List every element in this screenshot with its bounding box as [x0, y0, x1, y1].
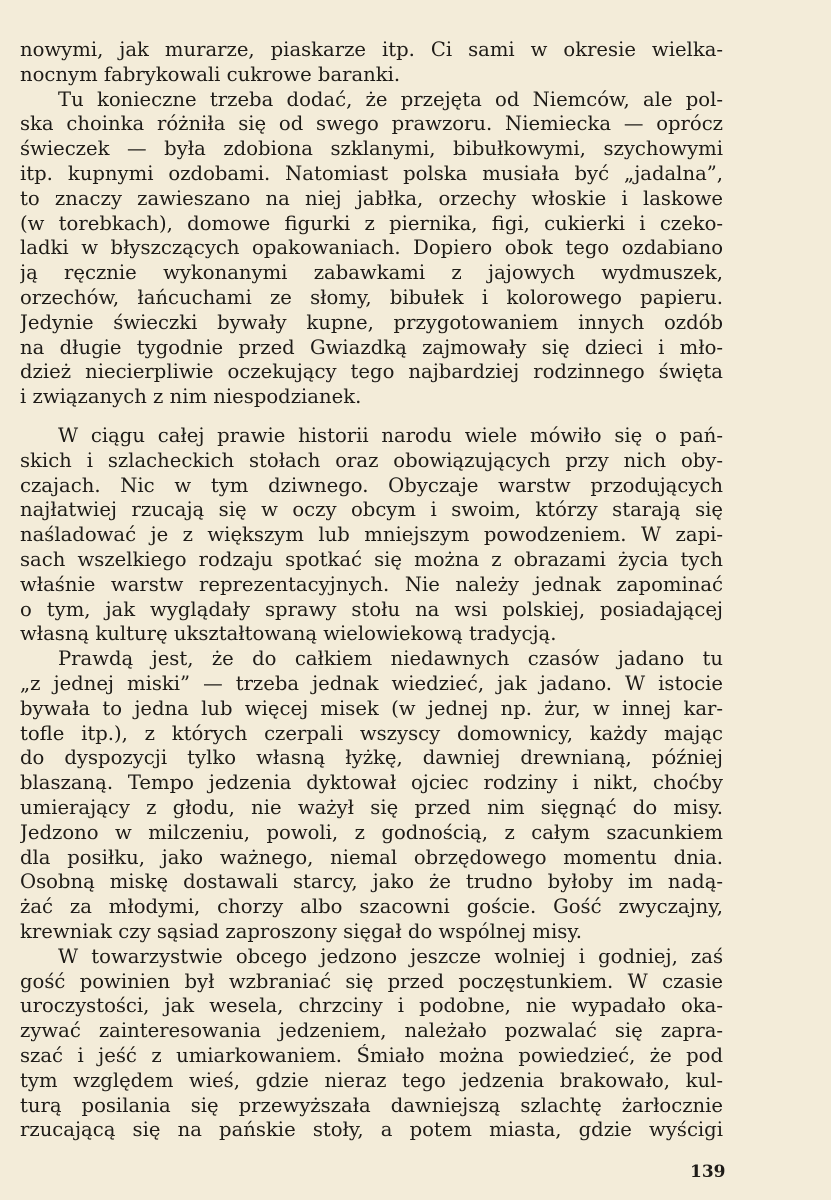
text-line: Osobną miskę dostawali starcy, jako że trudno byłoby im nadą-	[20, 870, 723, 894]
text-line: ska choinka różniła się od swego prawzoru. Niemiecka — oprócz	[20, 112, 723, 136]
text-line: dzież niecierpliwie oczekujący tego najbardziej rodzinnego święta	[20, 360, 723, 384]
text-line: własną kulturę ukształtowaną wielowiekową tradycją.	[20, 622, 557, 646]
text-line: umierający z głodu, nie ważył się przed nim sięgnąć do misy.	[20, 796, 723, 819]
text-line: turą posilania się przewyższała dawniejszą szlachtę żarłocznie	[20, 1093, 723, 1117]
text-line: Jedynie świeczki bywały kupne, przygotowaniem innych ozdób	[20, 310, 723, 334]
text-line: Tu konieczne trzeba dodać, że przejęta od Niemców, ale pol-	[58, 87, 723, 111]
text-line: to znaczy zawieszano na niej jabłka, orzechy włoskie i laskowe	[20, 186, 723, 210]
text-line: zywać zainteresowania jedzeniem, należało pozwalać się zapra-	[20, 1019, 723, 1043]
text-line: skich i szlacheckich stołach oraz obowiązujących przy nich oby-	[20, 448, 723, 472]
text-line: itp. kupnymi ozdobami. Natomiast polska musiała być „jadalna”,	[20, 162, 723, 185]
text-line: ladki w błyszczących opakowaniach. Dopiero obok tego ozdabiano	[20, 236, 723, 260]
text-line: żać za młodymi, chorzy albo szacowni goście. Gość zwyczajny,	[20, 895, 723, 919]
text-line: (w torebkach), domowe figurki z piernika, figi, cukierki i czeko-	[20, 211, 723, 235]
text-line: o tym, jak wyglądały sprawy stołu na wsi polskiej, posiadającej	[20, 597, 723, 621]
text-line: nocnym fabrykowali cukrowe baranki.	[20, 62, 401, 86]
text-line: W ciągu całej prawie historii narodu wiele mówiło się o pań-	[58, 424, 723, 447]
text-line: tym względem wieś, gdzie nieraz tego jedzenia brakowało, kul-	[20, 1068, 723, 1092]
text-line: bywała to jedna lub więcej misek (w jednej np. żur, w innej kar-	[20, 696, 723, 720]
text-line: tofle itp.), z których czerpali wszyscy domownicy, każdy mając	[20, 721, 723, 745]
page-number: 139	[690, 1162, 726, 1182]
text-line: najłatwiej rzucają się w oczy obcym i swoim, którzy starają się	[20, 498, 723, 522]
text-line: dla posiłku, jako ważnego, niemal obrzędowego momentu dnia.	[20, 845, 723, 869]
text-line: uroczystości, jak wesela, chrzciny i podobne, nie wypadało oka-	[20, 994, 723, 1018]
text-line: sach wszelkiego rodzaju spotkać się można z obrazami życia tych	[20, 548, 723, 571]
text-line: krewniak czy sąsiad zaproszony sięgał do wspólnej misy.	[20, 920, 583, 943]
text-line: do dyspozycji tylko własną łyżkę, dawniej drewnianą, później	[20, 746, 723, 770]
text-line: właśnie warstw reprezentacyjnych. Nie należy jednak zapominać	[20, 572, 723, 596]
text-line: „z jednej miski” — trzeba jednak wiedzieć, jak jadano. W istocie	[20, 672, 723, 695]
text-line: gość powinien był wzbraniać się przed poczęstunkiem. W czasie	[20, 969, 723, 993]
text-line: świeczek — była zdobiona szklanymi, bibułkowymi, szychowymi	[20, 137, 723, 161]
text-line: orzechów, łańcuchami ze słomy, bibułek i kolorowego papieru.	[20, 286, 723, 309]
text-line: rzucającą się na pańskie stoły, a potem miasta, gdzie wyścigi	[20, 1118, 723, 1142]
text-line: naśladować je z większym lub mniejszym powodzeniem. W zapi-	[20, 523, 723, 547]
text-line: ją ręcznie wykonanymi zabawkami z jajowych wydmuszek,	[20, 261, 723, 285]
text-line: nowymi, jak murarze, piaskarze itp. Ci sami w okresie wielka-	[20, 38, 723, 61]
text-line: Jedzono w milczeniu, powoli, z godnością, z całym szacunkiem	[20, 820, 723, 844]
text-line: blaszaną. Tempo jedzenia dyktował ojciec rodziny i nikt, choćby	[20, 771, 723, 795]
text-line: czajach. Nic w tym dziwnego. Obyczaje warstw przodujących	[20, 473, 723, 497]
text-line: Prawdą jest, że do całkiem niedawnych czasów jadano tu	[58, 647, 723, 671]
text-line: szać i jeść z umiarkowaniem. Śmiało można powiedzieć, że pod	[20, 1044, 723, 1067]
text-line: i związanych z nim niespodzianek.	[20, 385, 362, 409]
text-line: W towarzystwie obcego jedzono jeszcze wolniej i godniej, zaś	[58, 944, 723, 968]
text-line: na długie tygodnie przed Gwiazdką zajmowały się dzieci i mło-	[20, 335, 723, 359]
